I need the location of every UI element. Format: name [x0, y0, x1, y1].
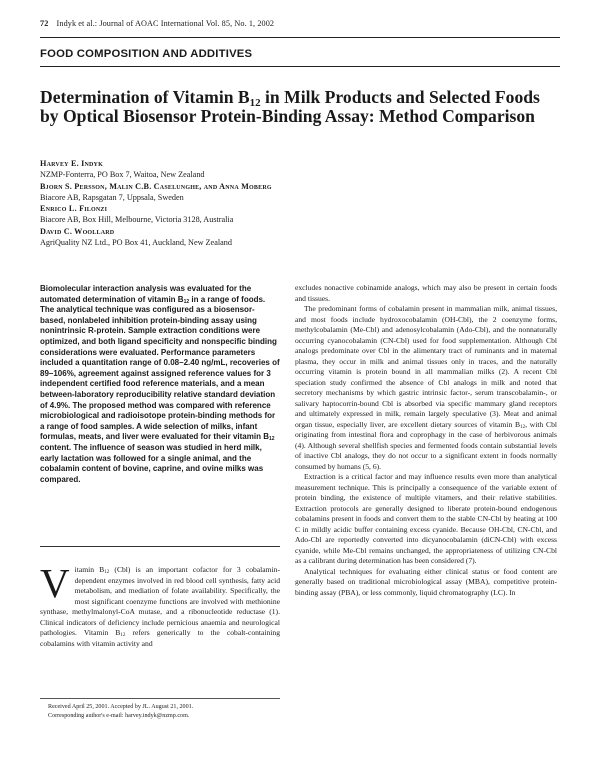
- body-paragraph: Extraction is a critical factor and may influence results even more than analytical measurement technique. This is principally a consequence of the variable extent of protein binding, the existence of multiple vitamers, and their relative stabilities. Extraction protocols are generally designed to liberate protein-bound endogenous cobalamins present in foods and convert them to the stable CN-Cbl by heating at 100 C in mildly acidic buffer containing excess cyanide. Because OH-Cbl, CN-Cbl, and Ado-Cbl are reportedly converted into dicyanocobalamin (diCN-Cbl) with excess cyanide, while Me-Cbl remains unchanged, the appropriateness of utilizing CN-Cbl as a calibrant during determination has been considered (7).: [295, 472, 557, 565]
- author-block: [40, 158, 560, 248]
- author-affiliation: Biacore AB, Rapsgatan 7, Uppsala, Sweden: [40, 192, 184, 202]
- received-line: Received April 25, 2001. Accepted by JL. August 21, 2001.: [48, 704, 194, 710]
- author-affiliation: NZMP-Fonterra, PO Box 7, Waitoa, New Zealand: [40, 170, 205, 180]
- footnote-divider: [40, 698, 280, 699]
- author-affiliation: AgriQuality NZ Ltd., PO Box 41, Auckland, New Zealand: [40, 238, 232, 248]
- footnote: [48, 703, 280, 721]
- running-head: [40, 19, 274, 28]
- top-divider: [40, 37, 560, 38]
- author-names: Bjorn S. Persson, Malin C.B. Caselunghe, and Anna Moberg: [40, 181, 272, 191]
- abstract-divider: [40, 546, 280, 547]
- journal-line: Indyk et al.: Journal of AOAC International Vol. 85, No. 1, 2002: [56, 19, 275, 28]
- author-affiliation: Biacore AB, Box Hill, Melbourne, Victoria 3128, Australia: [40, 215, 234, 225]
- body-paragraph: excludes nonactive cobinamide analogs, which may also be present in certain foods and tissues.: [295, 283, 557, 303]
- section-label: FOOD COMPOSITION AND ADDITIVES: [40, 48, 253, 60]
- body-paragraph: The predominant forms of cobalamin present in mammalian milk, animal tissues, and most foods include hydroxocobalamin (OH-Cbl), the 2 coenzyme forms, methylcobalamin (Me-Cbl) and adenosylcobalamin (Ado-Cbl), and the nonnaturally occurring cyanocobalamin (CN-Cbl) used for food supplementation. Although Cbl analogs predominate over Cbl in the alimentary tract of ruminants and in maternal plasma, they occur in milk and animal tissues only in traces, and the naturally occurring vitamin is protein bound in all mammalian milks (2). A recent Cbl speciation study confirmed the absence of Cbl analogs in milk and noted that secretory mechanisms by which gastric intrinsic factor-, serum transcobalamin-, or salivary haptocorrin-bound Cbl is absorbed via specific mammary gland receptors and ultimately expressed in milk, remain largely speculative (3). Meat and animal organ tissue, especially liver, are excellent dietary sources of vitamin $B_{12}$, with Cbl originating from intestinal flora and coprophagy in the case of herbivorous animals (4). Although several shellfish species and fermented foods contain substantial levels of inactive Cbl analogs, they do not occur to a significant extent in foods normally consumed by humans (5, 6).: [295, 304, 557, 471]
- article-title: Determination of Vitamin $B_{12}$ in Milk Products and Selected Foods by Optical Biosensor Protein-Binding Assay: Method Comparison: [40, 87, 540, 127]
- author-names: Enrico L. Filonzi: [40, 204, 108, 214]
- section-divider: [40, 66, 560, 67]
- drop-cap: V: [40, 560, 70, 606]
- right-column: [295, 283, 557, 598]
- abstract: Biomolecular interaction analysis was evaluated for the automated determination of vitamin $B_{12}$ in a range of foods. The analytical technique was configured as a biosensor-based, nonlabeled inhibition protein-binding assay using nonintrinsic R-protein. Sample extraction conditions were optimized, and both ligand specificity and nonspecific binding considerations were evaluated. Performance parameters included a quantitation range of 0.08–2.40 ng/mL, recoveries of 89–106%, agreement against assigned reference values for 3 independent certified food reference materials, and a mean between-laboratory reproducibility relative standard deviation of 4.9%. The proposed method was compared with reference microbiological and radioisotope protein-binding methods for a range of food samples. A wide selection of milks, infant formulas, meats, and liver were evaluated for their vitamin $B_{12}$ content. The influence of season was studied in herd milk, early lactation was followed for a single animal, and the cobalamin content of bovine, caprine, and ovine milks was compared.: [40, 284, 280, 484]
- body-paragraph: Analytical techniques for evaluating either clinical status or food content are generally based on traditional microbiological assay (MBA), competitive protein-binding assay (PBA), or less commonly, liquid chromatography (LC). In: [295, 566, 557, 597]
- introduction-paragraph: Vitamin $B_{12}$ (Cbl) is an important cofactor for 3 cobalamin-dependent enzymes involved in red blood cell synthesis, fatty acid metabolism, and mediation of folate availability. Specifically, the most significant coenzyme functions are involved with methionine synthase, methylmalonyl-CoA mutase, and a ribonucleotide reductase (1). Clinical indicators of deficiency include pernicious anaemia and neurological pathologies. Vitamin $B_{12}$ refers generically to the cobalt-containing cobalamins with vitamin activity and: [40, 560, 281, 648]
- author-names: Harvey E. Indyk: [40, 159, 103, 168]
- page-number: 72: [40, 19, 49, 28]
- author-names: David C. Woollard: [40, 226, 115, 236]
- corresponding-author-line: Corresponding author's e-mail: harvey.indyk@nzmp.com.: [48, 713, 190, 719]
